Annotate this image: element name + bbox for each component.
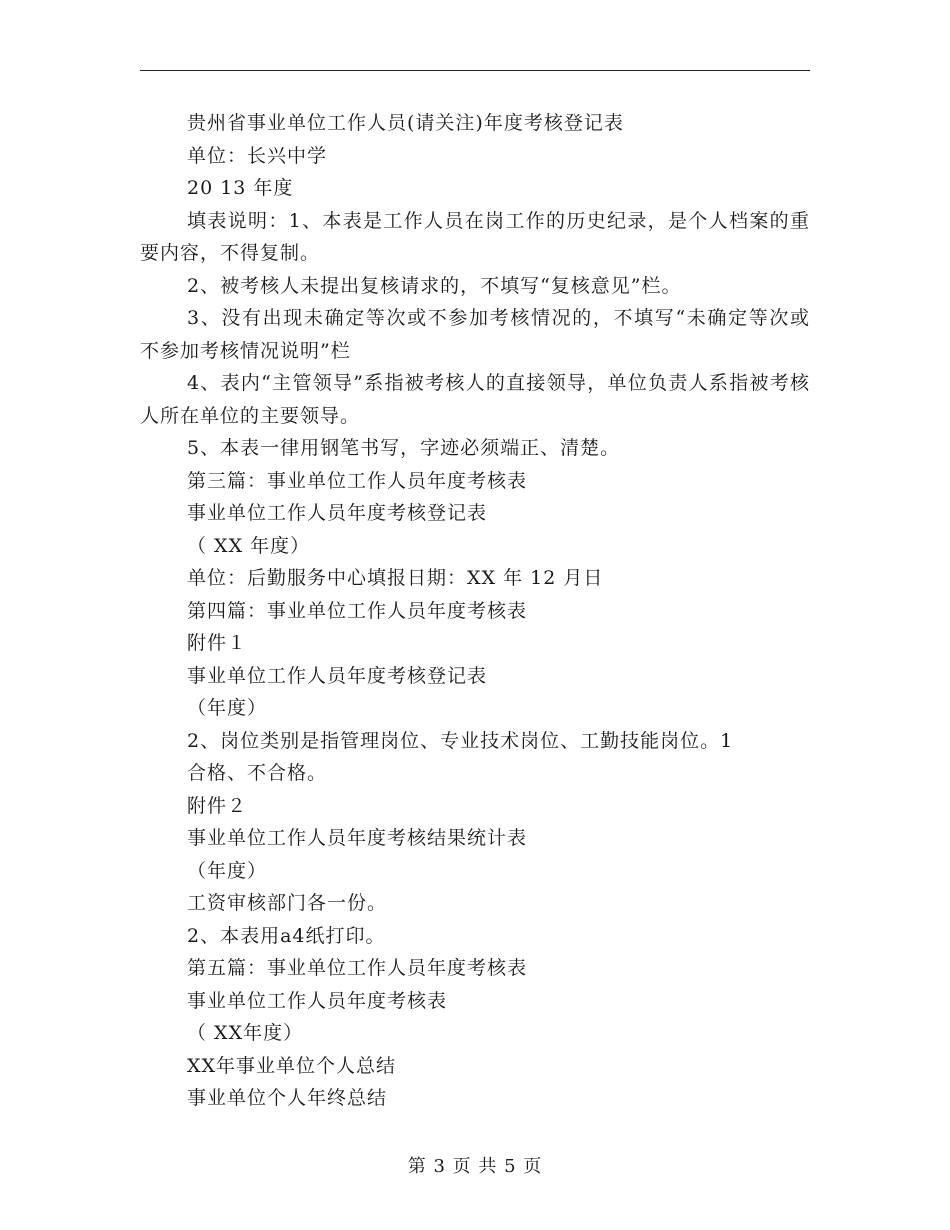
section-heading-3: 第三篇：事业单位工作人员年度考核表 (187, 469, 528, 492)
form-year: （ XX 年度） (187, 534, 311, 557)
summary-subtitle: 事业单位个人年终总结 (187, 1087, 388, 1109)
section-heading-5: 第五篇：事业单位工作人员年度考核表 (187, 957, 528, 979)
form-title: 事业单位工作人员年度考核登记表 (187, 664, 488, 687)
unit-line: 单位：长兴中学 (187, 144, 328, 167)
instruction-3: 3、没有出现未确定等次或不参加考核情况的，不填写“未确定等次或不参加考核情况说明”栏 (140, 307, 810, 362)
instructions-intro: 填表说明：1、本表是工作人员在岗工作的历史纪录，是个人档案的重要内容，不得复制。 (140, 209, 810, 264)
form-year: （年度） (187, 859, 268, 882)
document-body (140, 107, 810, 1115)
doc-title: 贵州省事业单位工作人员(请关注)年度考核登记表 (187, 112, 624, 134)
instruction-5: 5、本表一律用钢笔书写，字迹必须端正、清楚。 (187, 437, 621, 459)
year-line: 20 13 年度 (187, 177, 294, 199)
copies-line: 工资审核部门各一份。 (187, 892, 388, 914)
post-category-line: 2、岗位类别是指管理岗位、专业技术岗位、工勤技能岗位。1 (187, 729, 734, 752)
header-rule (140, 70, 810, 71)
result-line: 合格、不合格。 (187, 762, 328, 784)
stats-table-title: 事业单位工作人员年度考核结果统计表 (187, 827, 528, 849)
page-footer: 第 3 页 共 5 页 (407, 1156, 543, 1177)
instruction-4: 4、表内“主管领导”系指被考核人的直接领导，单位负责人系指被考核人所在单位的主要领导。 (140, 372, 810, 427)
section-heading-4: 第四篇：事业单位工作人员年度考核表 (187, 599, 528, 622)
instruction-2: 2、被考核人未提出复核请求的，不填写“复核意见”栏。 (187, 274, 682, 297)
attachment-2: 附件２ (187, 794, 248, 817)
form-year: （年度） (187, 697, 268, 719)
attachment-1: 附件１ (187, 632, 248, 654)
print-line: 2、本表用a4纸打印。 (187, 924, 386, 947)
summary-title: XX年事业单位个人总结 (187, 1054, 397, 1077)
form-year: （ XX年度） (187, 1022, 304, 1044)
unit-date-line: 单位：后勤服务中心填报日期：XX 年 12 月日 (187, 567, 604, 589)
form-title: 事业单位工作人员年度考核登记表 (187, 502, 488, 524)
form-title: 事业单位工作人员年度考核表 (187, 989, 448, 1012)
